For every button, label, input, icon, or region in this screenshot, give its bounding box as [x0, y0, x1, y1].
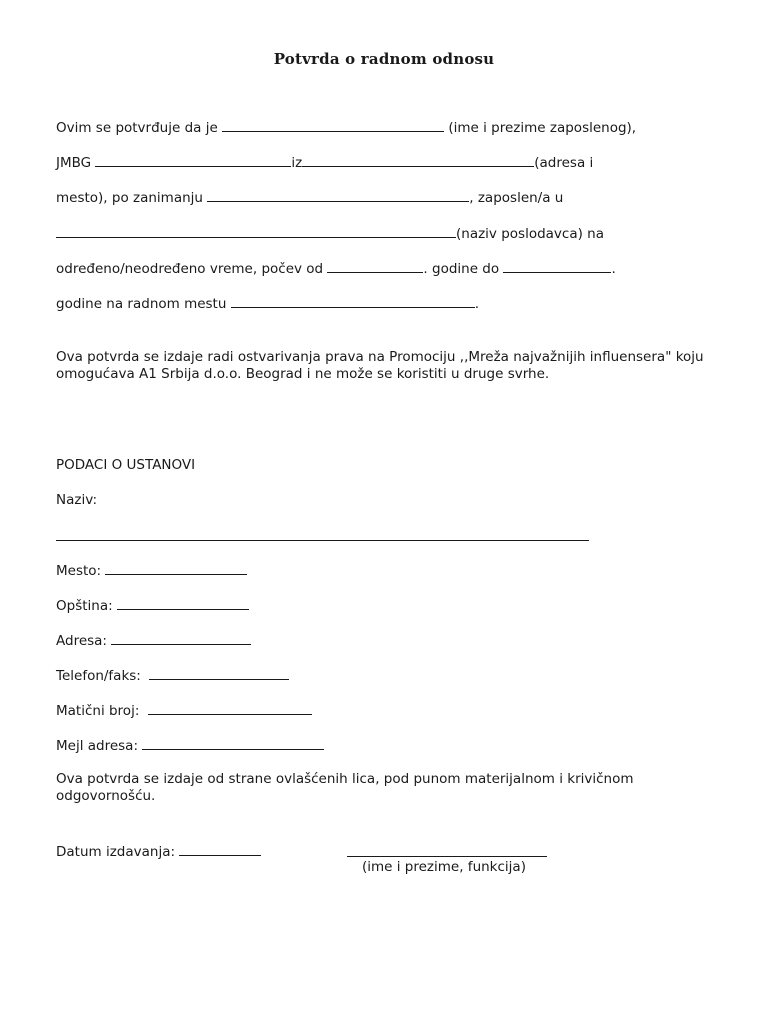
mejl-row	[56, 736, 324, 755]
signature-field[interactable]	[347, 856, 547, 857]
occupation-label: mesto), po zanimanju	[56, 190, 203, 206]
telefon-row	[56, 666, 289, 685]
naziv-label: Naziv:	[56, 492, 98, 508]
employment-type-label: određeno/neodređeno vreme, počev od	[56, 261, 324, 277]
period-dot: .	[611, 261, 616, 277]
mesto-label: Mesto:	[56, 563, 102, 579]
employed-at-label: , zaposlen/a u	[469, 190, 564, 206]
employer-field[interactable]	[56, 224, 456, 238]
opstina-label: Opština:	[56, 598, 113, 614]
maticni-row	[56, 701, 312, 720]
institution-heading: PODACI O USTANOVI	[56, 457, 196, 473]
datum-field[interactable]	[179, 842, 261, 856]
position-label: godine na radnom mestu	[56, 296, 227, 312]
position-field[interactable]	[231, 294, 475, 308]
adresa-field[interactable]	[111, 631, 251, 645]
address-field[interactable]	[302, 153, 534, 167]
occupation-field[interactable]	[207, 188, 469, 202]
naziv-field[interactable]	[56, 540, 589, 541]
until-label: . godine do	[423, 261, 500, 277]
start-date-field[interactable]	[327, 259, 423, 273]
opstina-field[interactable]	[117, 596, 249, 610]
jmbg-label: JMBG	[56, 155, 92, 171]
employee-line-5	[56, 259, 616, 278]
from-label: iz	[291, 155, 303, 171]
responsibility-paragraph: Ova potvrda se izdaje od strane ovlašćenih lica, pod punom materijalnom i krivičnom odgovornošću.	[56, 771, 634, 804]
datum-row	[56, 842, 261, 861]
mejl-field[interactable]	[142, 736, 324, 750]
employee-line-6	[56, 294, 479, 313]
mesto-field[interactable]	[105, 561, 247, 575]
employee-name-hint: (ime i prezime zaposlenog),	[448, 120, 637, 136]
employee-line-4	[56, 224, 604, 243]
telefon-field[interactable]	[149, 666, 289, 680]
confirm-text: Ovim se potvrđuje da je	[56, 120, 218, 136]
position-dot: .	[474, 296, 480, 312]
mesto-row	[56, 561, 247, 580]
employee-line-3	[56, 188, 563, 207]
jmbg-field[interactable]	[95, 153, 291, 167]
employee-line-1	[56, 118, 636, 137]
end-date-field[interactable]	[503, 259, 611, 273]
opstina-row	[56, 596, 249, 615]
maticni-label: Matični broj:	[56, 703, 140, 719]
maticni-field[interactable]	[148, 701, 312, 715]
adresa-row	[56, 631, 251, 650]
address-hint: (adresa i	[534, 155, 594, 171]
purpose-paragraph: Ova potvrda se izdaje radi ostvarivanja prava na Promociju ,,Mreža najvažnijih influensera" koju omogućava A1 Srbija d.o.o. Beograd i ne može se koristiti u druge svrhe.	[56, 349, 704, 382]
document-title: Potvrda o radnom odnosu	[273, 50, 495, 68]
employee-line-2	[56, 153, 593, 172]
adresa-label: Adresa:	[56, 633, 107, 649]
mejl-label: Mejl adresa:	[56, 738, 139, 754]
signature-caption: (ime i prezime, funkcija)	[362, 859, 526, 875]
employee-name-field[interactable]	[222, 118, 444, 132]
telefon-label: Telefon/faks:	[56, 668, 141, 684]
employer-hint: (naziv poslodavca) na	[456, 226, 604, 242]
datum-label: Datum izdavanja:	[56, 844, 176, 860]
